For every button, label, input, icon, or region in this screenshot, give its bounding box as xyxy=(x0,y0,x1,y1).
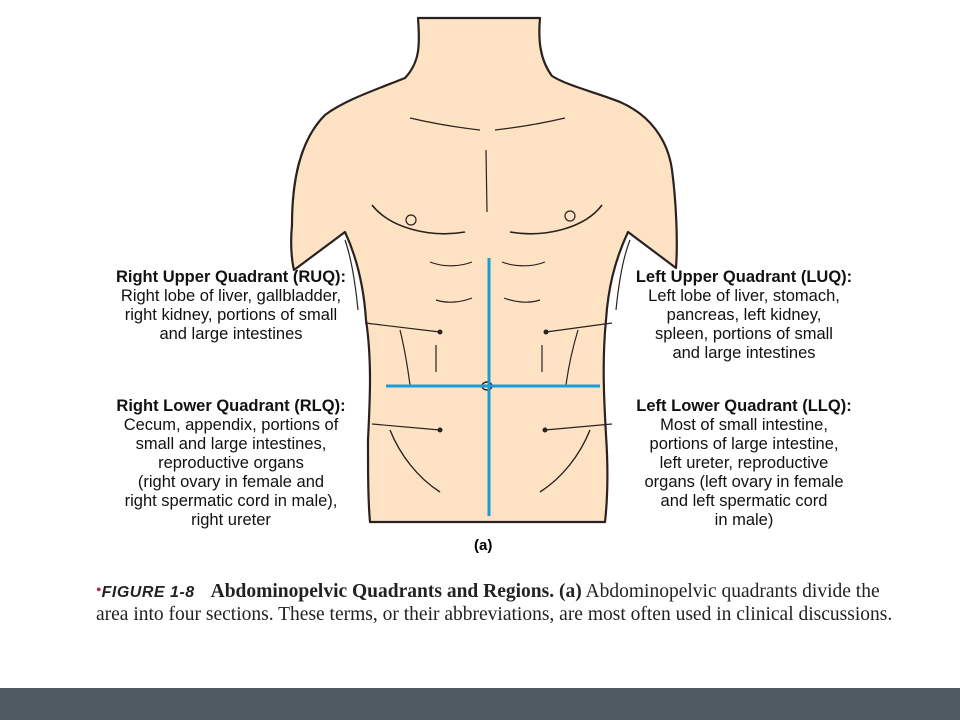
caption-body: Abdominopelvic quadrants divide the area into four sections. These terms, or their abbreviations, are most often used in clinical discussions. xyxy=(96,581,893,625)
ruq-text-line: and large intestines xyxy=(159,325,303,343)
rlq-leader-dot xyxy=(438,428,443,433)
ruq-heading: Right Upper Quadrant (RUQ): xyxy=(115,268,347,286)
llq-text-line: left ureter, reproductive xyxy=(659,454,829,472)
luq-text-line: Left lobe of liver, stomach, xyxy=(648,287,840,305)
rlq-label xyxy=(86,397,376,530)
rlq-text-line: right spermatic cord in male), xyxy=(124,492,338,510)
luq-leader-dot xyxy=(544,330,549,335)
luq-text-line: pancreas, left kidney, xyxy=(666,306,822,324)
caption-title: Abdominopelvic Quadrants and Regions. (a) xyxy=(210,581,582,602)
rlq-heading: Right Lower Quadrant (RLQ): xyxy=(116,397,346,415)
rlq-text-line: right ureter xyxy=(191,511,271,529)
llq-label xyxy=(604,397,884,530)
luq-text-line: and large intestines xyxy=(672,344,816,362)
luq-heading: Left Upper Quadrant (LUQ): xyxy=(635,268,853,286)
llq-leader-dot xyxy=(543,428,548,433)
rlq-text-line: small and large intestines, xyxy=(135,435,327,453)
ruq-leader-dot xyxy=(438,330,443,335)
ruq-label xyxy=(86,268,376,344)
rlq-text-line: Cecum, appendix, portions of xyxy=(123,416,339,434)
luq-text-line: spleen, portions of small xyxy=(655,325,833,343)
caption-figure-number: FIGURE 1-8 xyxy=(101,584,195,601)
rlq-text-line: reproductive organs xyxy=(158,454,304,472)
bottom-bar xyxy=(0,688,960,720)
ruq-text-line: right kidney, portions of small xyxy=(124,306,338,324)
ruq-text-line: Right lobe of liver, gallbladder, xyxy=(120,287,342,305)
llq-text-line: and left spermatic cord xyxy=(660,492,828,510)
llq-text-line: Most of small intestine, xyxy=(660,416,828,434)
rlq-text-line: (right ovary in female and xyxy=(137,473,325,491)
caption-bullet: • xyxy=(96,582,102,599)
luq-label xyxy=(604,268,884,363)
llq-text-line: portions of large intestine, xyxy=(649,435,839,453)
llq-text-line: in male) xyxy=(714,511,774,529)
figure-caption xyxy=(96,580,896,626)
llq-heading: Left Lower Quadrant (LLQ): xyxy=(636,397,852,415)
llq-text-line: organs (left ovary in female xyxy=(644,473,844,491)
subfigure-label: (a) xyxy=(474,537,493,554)
